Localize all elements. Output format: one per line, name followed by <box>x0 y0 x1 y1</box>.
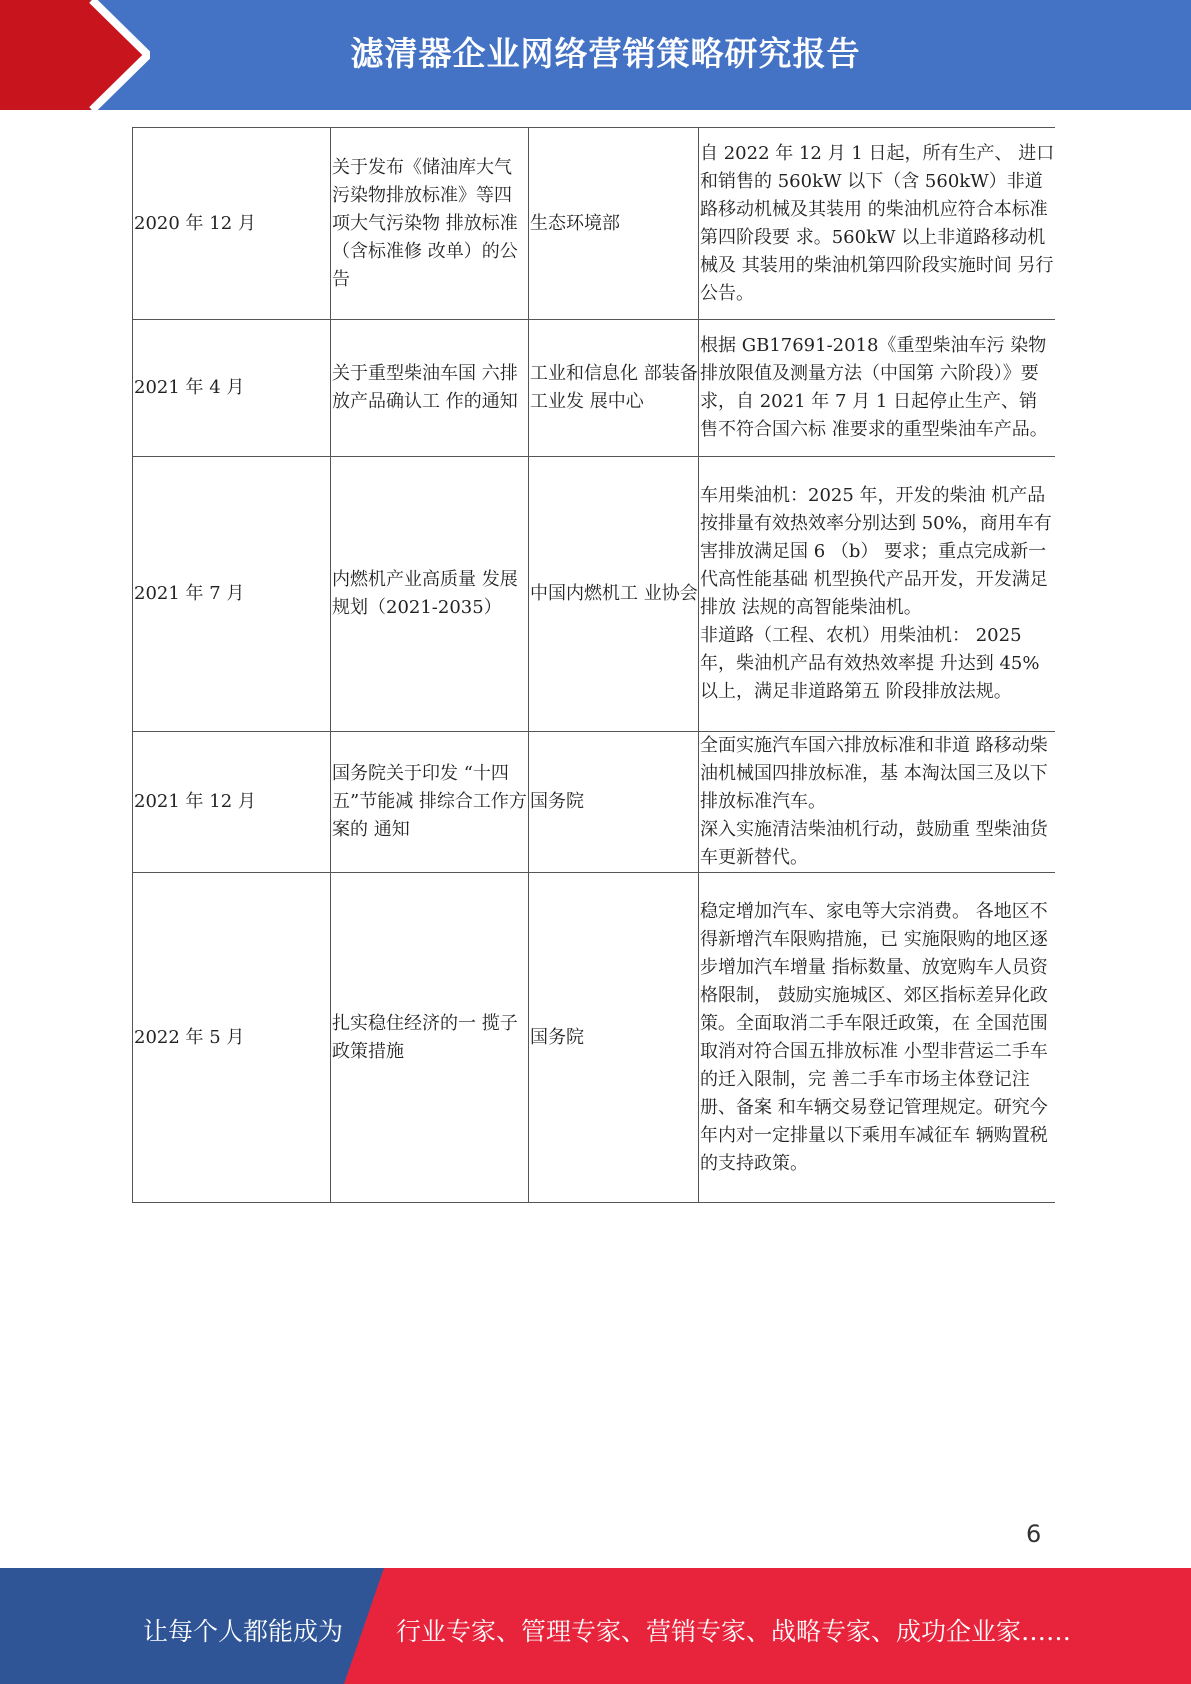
policy-description <box>699 320 1055 457</box>
table-row <box>133 128 1055 320</box>
policy-description <box>699 457 1055 732</box>
policy-date: 2021 年 12 月 <box>133 732 331 873</box>
footer-slogan-right: 行业专家、管理专家、营销专家、战略专家、成功企业家…… <box>396 1617 1072 1646</box>
report-title: 滤清器企业网络营销策略研究报告 <box>350 34 861 73</box>
footer-slogan-left: 让每个人都能成为 <box>143 1617 344 1646</box>
policy-date: 2021 年 7 月 <box>133 457 331 732</box>
policy-org: 工业和信息化 部装备工业发 展中心 <box>529 320 699 457</box>
page-number: 6 <box>1026 1520 1042 1548</box>
table-row <box>133 732 1055 873</box>
policy-org: 生态环境部 <box>529 128 699 320</box>
policy-date: 2021 年 4 月 <box>133 320 331 457</box>
table-row <box>133 457 1055 732</box>
description-paragraph: 自 2022 年 12 月 1 日起，所有生产、 进口和销售的 560kW 以下（含 560kW）非道路移动机械及其装用 的柴油机应符合本标准第四阶段要 求。560kW 以上非道路移动机械及 其装用的柴油机第四阶段实施时间 另行公告。 <box>700 142 1055 304</box>
policy-org: 国务院 <box>529 873 699 1203</box>
description-paragraph: 非道路（工程、农机）用柴油机： 2025 年，柴油机产品有效热效率提 升达到 45%以上，满足非道路第五 阶段排放法规。 <box>700 625 1040 702</box>
policy-description <box>699 873 1055 1203</box>
policy-date: 2022 年 5 月 <box>133 873 331 1203</box>
description-paragraph: 稳定增加汽车、家电等大宗消费。 各地区不得新增汽车限购措施，已 实施限购的地区逐步增加汽车增量 指标数量、放宽购车人员资格限制， 鼓励实施城区、郊区指标差异化政 策。全面取消二手车限迁政策，在 全国范围取消对符合国五排放标准 小型非营运二手车的迁入限制，完 善二手车市场主体登记注册、备案 和车辆交易登记管理规定。研究今年内对一定排量以下乘用车减征车 辆购置税的支持政策。 <box>700 900 1048 1174</box>
policy-org: 中国内燃机工 业协会 <box>529 457 699 732</box>
table-row <box>133 320 1055 457</box>
policy-description <box>699 128 1055 320</box>
policy-table <box>132 127 1055 1203</box>
description-paragraph: 根据 GB17691-2018《重型柴油车污 染物排放限值及测量方法（中国第 六阶段）》要求，自 2021 年 7 月 1 日起停止生产、销售不符合国六标 准要求的重型柴油车产品。 <box>700 335 1048 440</box>
policy-name: 关于发布《储油库大气污染物排放标准》等四项大气污染物 排放标准（含标准修 改单）的公告 <box>331 128 529 320</box>
policy-date: 2020 年 12 月 <box>133 128 331 320</box>
description-paragraph: 深入实施清洁柴油机行动，鼓励重 型柴油货车更新替代。 <box>700 819 1048 868</box>
policy-name: 关于重型柴油车国 六排放产品确认工 作的通知 <box>331 320 529 457</box>
description-paragraph: 车用柴油机：2025 年，开发的柴油 机产品按排量有效热效率分别达到 50%，商用车有害排放满足国 6 （b） 要求；重点完成新一代高性能基础 机型换代产品开发，开发满足排放 法规的高智能柴油机。 <box>700 485 1052 618</box>
description-paragraph: 全面实施汽车国六排放标准和非道 路移动柴油机械国四排放标准，基 本淘汰国三及以下排放标准汽车。 <box>700 735 1048 812</box>
policy-name: 扎实稳住经济的一 揽子政策措施 <box>331 873 529 1203</box>
table-row <box>133 873 1055 1203</box>
page-footer <box>0 1568 1191 1684</box>
policy-name: 国务院关于印发 “十四五”节能减 排综合工作方案的 通知 <box>331 732 529 873</box>
policy-name: 内燃机产业高质量 发展规划（2021-2035） <box>331 457 529 732</box>
page-header <box>0 0 1191 110</box>
policy-description <box>699 732 1055 873</box>
policy-org: 国务院 <box>529 732 699 873</box>
